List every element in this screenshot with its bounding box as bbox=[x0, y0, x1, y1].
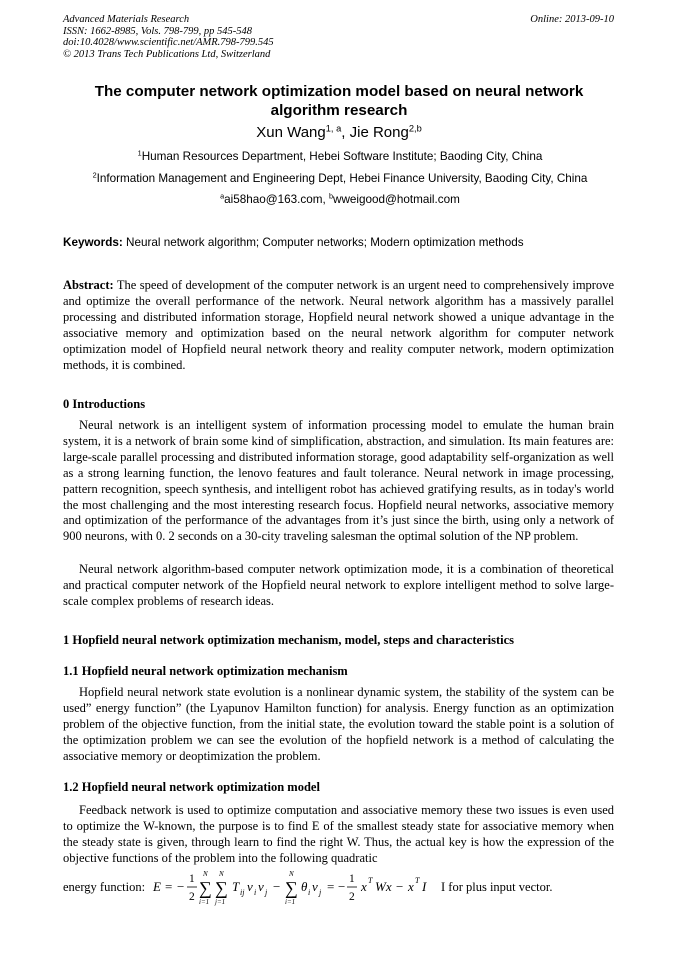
section-0-heading: 0 Introductions bbox=[63, 397, 146, 411]
eq-minus-4: − bbox=[396, 879, 404, 894]
section-1-1-paragraph: Hopfield neural network state evolution is a nonlinear dynamic system, the stability of the system can be used” energy function” (the Lyapunov Hamilton function) for analysis. Energy function as an optimization problem of the objective function, from the initial state, the evolution toward the stable point is a solution of the optimization problem we can see the evolution of the hopfield network is a method of calculating the associative memory or deoptimization the problem. bbox=[63, 685, 614, 763]
affiliation-1 bbox=[40, 150, 640, 163]
eq-theta: θ bbox=[301, 879, 308, 894]
section-1-1-heading: 1.1 Hopfield neural network optimization mechanism bbox=[63, 664, 348, 678]
eq-frac1-den: 2 bbox=[189, 891, 195, 903]
affiliation-2-text: Information Management and Engineering Dept, Hebei Finance University, Baoding City, China bbox=[96, 172, 588, 185]
online-date: Online: 2013-09-10 bbox=[530, 14, 614, 25]
eq-sum-i-upper: N bbox=[203, 870, 208, 878]
eq-x-2: x bbox=[408, 879, 414, 894]
eq-v-1: v bbox=[247, 879, 253, 894]
eq-frac2-num: 1 bbox=[349, 873, 355, 885]
eq-v-3-sub: j bbox=[319, 888, 322, 897]
author-separator: , bbox=[341, 124, 350, 141]
doi-line: doi:10.4028/www.scientific.net/AMR.798-799.545 bbox=[63, 37, 274, 49]
eq-frac1-num: 1 bbox=[189, 873, 195, 885]
eq-v-1-sub: i bbox=[254, 888, 257, 897]
eq-v-3: v bbox=[312, 879, 318, 894]
copyright-line: © 2013 Trans Tech Publications Ltd, Switzerland bbox=[63, 48, 271, 60]
email-a: ai58hao@163.com, bbox=[224, 193, 329, 206]
eq-minus-3: − bbox=[338, 879, 346, 894]
eq-v-2-sub: j bbox=[265, 888, 268, 897]
energy-equation bbox=[63, 867, 623, 907]
section-1-2-paragraph: Feedback network is used to optimize computation and associative memory these two issues is even used to optimize the W-known, the purpose is to find E of the smallest steady state for associative memory when the steady state is given, through learn to find the right W. Thus, the actual key is how the expression of the objective functions of the problem into the following quadratic bbox=[63, 803, 614, 865]
issn-line: ISSN: 1662-8985, Vols. 798-799, pp 545-548 bbox=[63, 25, 252, 37]
eq-x-1-sup: T bbox=[368, 876, 373, 885]
eq-sum-theta: ∑ bbox=[285, 878, 298, 898]
email-line bbox=[40, 193, 640, 206]
eq-minus-1: − bbox=[177, 879, 185, 894]
author-line bbox=[63, 124, 615, 141]
eq-v-2: v bbox=[258, 879, 264, 894]
paper-title bbox=[63, 83, 615, 120]
section-1-heading: 1 Hopfield neural network optimization mechanism, model, steps and characteristics bbox=[63, 633, 515, 647]
energy-function-line bbox=[63, 867, 623, 907]
journal-header bbox=[63, 14, 274, 60]
eq-x-2-sup: T bbox=[415, 876, 420, 885]
eq-T: T bbox=[232, 879, 240, 894]
equation-lead: energy function: bbox=[63, 880, 146, 894]
equation-tail: I for plus input vector. bbox=[441, 880, 553, 894]
author-2: Jie Rong bbox=[349, 124, 409, 141]
eq-frac2-den: 2 bbox=[349, 891, 355, 903]
eq-sum-j-upper: N bbox=[219, 870, 224, 878]
eq-Wx: Wx bbox=[375, 879, 392, 894]
eq-x-1: x bbox=[361, 879, 367, 894]
section-0-paragraph-2: Neural network algorithm-based computer network optimization mode, it is a combination of theoretical and practical computer network of the Hopfield neural network to explore intelligent method to solve large-scale complex problems of research ideas. bbox=[63, 562, 614, 608]
eq-equals-2: = bbox=[327, 879, 335, 894]
affiliation-1-sup: 1 bbox=[137, 148, 142, 158]
abstract-label: Abstract: bbox=[63, 278, 114, 292]
eq-sum-i-lower: i=1 bbox=[199, 898, 210, 906]
keywords bbox=[63, 236, 623, 249]
author-1: Xun Wang bbox=[256, 124, 326, 141]
email-b: wweigood@hotmail.com bbox=[333, 193, 460, 206]
abstract bbox=[63, 278, 614, 373]
keywords-text: Neural network algorithm; Computer networks; Modern optimization methods bbox=[122, 236, 524, 249]
section-1-2-heading: 1.2 Hopfield neural network optimization model bbox=[63, 780, 320, 794]
eq-equals: = bbox=[165, 879, 173, 894]
title-line-2: algorithm research bbox=[270, 101, 408, 119]
eq-sum-j-lower: j=1 bbox=[215, 898, 226, 906]
eq-sum-i: ∑ bbox=[199, 878, 212, 898]
journal-name: Advanced Materials Research bbox=[63, 14, 190, 25]
affiliation-1-text: Human Resources Department, Hebei Software Institute; Baoding City, China bbox=[141, 150, 543, 163]
eq-theta-sub: i bbox=[308, 888, 311, 897]
email-a-sup: a bbox=[220, 191, 225, 201]
eq-minus-2: − bbox=[273, 879, 281, 894]
author-2-sup: 2,b bbox=[408, 123, 422, 134]
title-line-1: The computer network optimization model based on neural network bbox=[94, 83, 584, 100]
eq-sum-theta-upper: N bbox=[289, 870, 294, 878]
eq-T-sub: ij bbox=[240, 888, 245, 897]
eq-sum-theta-lower: i=1 bbox=[285, 898, 296, 906]
eq-I: I bbox=[422, 879, 427, 894]
abstract-text: The speed of development of the computer network is an urgent need to comprehensively improve and optimize the overall performance of the network. Neural network algorithm has a massively parallel processing and distributed information storage, Hopfield neural network showed a unique advantage in the associative memory and optimization based on the neural network algorithm for computer network optimization model of Hopfield neural network theory and reality computer network, modern optimization methods, it is combined. bbox=[63, 278, 614, 372]
eq-sum-j: ∑ bbox=[215, 878, 228, 898]
section-0-paragraph-1: Neural network is an intelligent system of information processing model to emulate the human brain system, it is a network of brain some kind of simplification, abstraction, and simulation. Its main features are: large-scale parallel processing and distributed information storage, good adaptability self-organization as well as a strong learning function, the lenovo features and fault tolerance. Neural network in image processing, pattern recognition, speech synthesis, and intelligent robot has achieved gratifying results, as in today's world the most challenging and the most interesting research focus. Hopfield neural networks, associative memory and optimization of the performance of the advantages from it’s just since the birth, using only a network of 900 neurons, with 0. 2 seconds on a 30-city traveling salesman the optimal solution of the NP problem. bbox=[63, 418, 614, 544]
email-b-sup: b bbox=[328, 191, 334, 201]
affiliation-2-sup: 2 bbox=[92, 170, 97, 180]
keywords-label: Keywords: bbox=[63, 236, 123, 249]
author-1-sup: 1, a bbox=[325, 123, 342, 134]
affiliation-2 bbox=[40, 172, 640, 185]
eq-E: E bbox=[153, 879, 161, 894]
